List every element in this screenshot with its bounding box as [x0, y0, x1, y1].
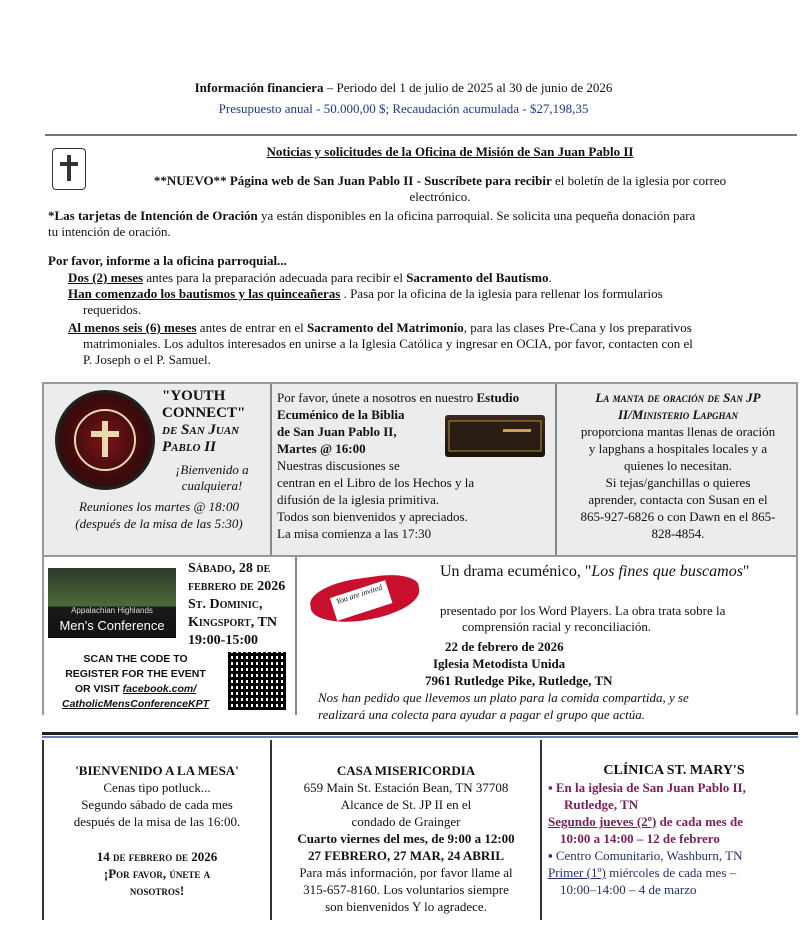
mesa-d1: 14 de febrero de 2026 [96, 849, 218, 864]
mens-scan [48, 652, 223, 712]
bible-l7: difusión de la iglesia primitiva. [277, 492, 440, 507]
news-web-rest: el boletín de la iglesia por correo [551, 173, 727, 188]
baptism-underline: Dos (2) meses [68, 270, 144, 285]
divider [270, 384, 272, 555]
marriage-rest: , para las clases Pre-Cana y los preparativos [463, 320, 692, 335]
mens-scan-2: REGISTER FOR THE EVENT [65, 668, 206, 680]
drama-title-a: Un drama ecuménico, " [440, 563, 592, 580]
youth-title [162, 388, 245, 456]
mesa-section [46, 762, 268, 899]
divider [45, 134, 797, 136]
bible-l6: centran en el Libro de los Hechos y la [277, 475, 475, 490]
divider [555, 384, 557, 555]
mens-scan-4[interactable]: CatholicMensConferenceKPT [61, 698, 210, 710]
news-baptism [68, 270, 798, 368]
drama-note-1: Nos han pedido que llevemos un plato para la comida compartida, y se [318, 690, 689, 705]
clinic-s2rest: miércoles de cada mes – [605, 865, 737, 880]
drama-event [425, 638, 613, 689]
drama-note-2: realizará una colecta para ayudar a pagar el grupo que actúa. [318, 707, 646, 722]
mens-d1: Sábado, 28 de [188, 561, 271, 576]
blanket-title-2: II/Ministerio Lapghan [618, 407, 738, 422]
divider [270, 740, 272, 920]
bible-l2: Ecuménico de la Biblia [277, 407, 405, 422]
clinic-s2u: Primer (1º) [548, 865, 606, 880]
blanket-l6: 865-927-6826 o con Dawn en el 865- [580, 509, 776, 524]
quince-rest2: requeridos. [83, 302, 142, 317]
blanket-l4: Si tejas/ganchillas o quieres [605, 475, 751, 490]
casa-l8: son bienvenidos Y lo agradece. [325, 899, 487, 914]
mesa-l2: Segundo sábado de cada mes [81, 797, 233, 812]
mesa-title: 'BIENVENIDO A LA MESA' [75, 763, 239, 778]
casa-section [274, 762, 538, 915]
clinic-b2: Centro Comunitario, Washburn, TN [555, 848, 743, 863]
youth-meet-1: Reuniones los martes @ 18:00 [79, 499, 239, 514]
baptism-bold: Sacramento del Bautismo [406, 270, 549, 285]
mens-d2: febrero de 2026 [188, 579, 286, 594]
mens-d5: 19:00-15:00 [188, 633, 258, 648]
drama-date: 22 de febrero de 2026 [445, 639, 564, 654]
marriage-bold: Sacramento del Matrimonio [307, 320, 464, 335]
mens-d4: Kingsport, TN [188, 615, 277, 630]
divider [540, 740, 542, 920]
divider [42, 732, 798, 738]
divider [42, 740, 44, 920]
ribbon-text: You are invited [330, 580, 393, 621]
casa-l3: condado de Grainger [351, 814, 461, 829]
news-web-bold: **NUEVO** Página web de San Juan Pablo II - Suscríbete para recibir [153, 173, 552, 188]
mens-details [188, 560, 285, 650]
news-title: Noticias y solicitudes de la Oficina de Misión de San Juan Pablo II [266, 144, 634, 159]
drama-desc [440, 603, 790, 635]
clinic-b1a: En la iglesia de San Juan Pablo II, [555, 780, 746, 795]
youth-welcome-1: ¡Bienvenido a [175, 462, 249, 477]
mens-scan-1: SCAN THE CODE TO [83, 653, 188, 665]
news-prayer-rest2: tu intención de oración. [48, 224, 171, 239]
marriage-underline: Al menos seis (6) meses [68, 320, 197, 335]
mens-logo-big: Men's Conference [59, 618, 165, 633]
drama-l2: comprensión racial y reconciliación. [462, 619, 652, 634]
quince-underline: Han comenzado los bautismos y las quinceañeras [68, 286, 341, 301]
bible-l1b: Estudio [476, 390, 520, 405]
drama-title-b: Los fines que [591, 563, 676, 580]
bible-l9: La misa comienza a las 17:30 [277, 526, 432, 541]
youth-title-4: Pablo II [162, 439, 216, 455]
finance-section [0, 80, 807, 117]
youth-title-3: de San Juan [162, 422, 240, 438]
bible-study [277, 389, 553, 542]
marriage-rest2: matrimoniales. Los adultos interesados en unirse a la Iglesia Católica y ingresar en OCIA, por favor, contacten con el [83, 336, 693, 351]
clinic-s1u: Segundo jueves (2º) [548, 814, 657, 829]
clinic-s2b: 10:00–14:00 – 4 de marzo [560, 882, 697, 897]
mens-scan-3a: OR VISIT [74, 683, 123, 695]
mens-d3: St. Dominic, [188, 597, 263, 612]
bible-l4: Martes @ 16:00 [277, 441, 366, 456]
blanket-l1: proporciona mantas llenas de oración [580, 424, 776, 439]
drama-note [318, 689, 788, 723]
marriage-rest3: P. Joseph o el P. Samuel. [83, 352, 211, 367]
drama-address: 7961 Rutledge Pike, Rutledge, TN [425, 673, 613, 688]
finance-heading: Información financiera [194, 80, 324, 95]
quince-rest: . Pasa por la oficina de la iglesia para rellenar los formularios [340, 286, 663, 301]
casa-l6: Para más información, por favor llame al [299, 865, 513, 880]
drama-church: Iglesia Metodista Unida [433, 656, 566, 671]
casa-l7: 315-657-8160. Los voluntarios siempre [303, 882, 509, 897]
mesa-l1: Cenas tipo potluck... [103, 780, 211, 795]
casa-l5: 27 FEBRERO, 27 MAR, 24 ABRIL [307, 848, 505, 863]
news-web-rest2: electrónico. [409, 189, 471, 204]
mesa-d2: ¡Por favor, únete a [103, 866, 211, 881]
church-seal-icon [52, 148, 86, 190]
blanket-l3: quienes lo necesitan. [624, 458, 732, 473]
news-prayer-bold: *Las tarjetas de Intención de Oración [48, 208, 258, 223]
qr-code-icon[interactable] [228, 652, 286, 710]
youth-welcome [162, 462, 262, 494]
marriage-mid: antes de entrar en el [196, 320, 307, 335]
drama-title-c: buscamos [679, 563, 743, 580]
bible-l1a: Por favor, únete a nosotros en nuestro [277, 390, 477, 405]
casa-l1: 659 Main St. Estación Bean, TN 37708 [303, 780, 509, 795]
drama-title-d: " [742, 563, 750, 580]
casa-title: CASA MISERICORDIA [336, 763, 476, 778]
mens-logo-small: Appalachian Highlands [71, 606, 153, 615]
divider [295, 557, 297, 715]
youth-meet-2: (después de la misa de las 5:30) [75, 516, 243, 531]
baptism-mid: antes para la preparación adecuada para recibir el [143, 270, 407, 285]
mens-scan-3b[interactable]: facebook.com/ [122, 683, 197, 695]
news-inform: Por favor, informe a la oficina parroquial... [48, 253, 287, 268]
blanket-ministry [560, 389, 796, 542]
news-prayer-rest: ya están disponibles en la oficina parroquial. Se solicita una pequeña donación para [257, 208, 696, 223]
finance-period: – Periodo del 1 de julio de 2025 al 30 de junio de 2026 [323, 80, 613, 95]
clinic-title: CLÍNICA ST. MARY'S [603, 763, 745, 778]
youth-title-1: "YOUTH [162, 388, 226, 404]
youth-welcome-2: cualquiera! [181, 478, 243, 493]
baptism-end: . [548, 270, 552, 285]
clinic-section: CLÍNICA ST. MARY'S ▪ En la iglesia de San Juan Pablo II, Rutledge, TN Segundo jueves (2º) de cada mes de 10:00 a 14:00 – 12 de febrero ▪ Centro Comunitario, Washburn, TN Primer (1º) miércoles de cada mes – 10:00–14:00 – 4 de marzo [548, 762, 800, 898]
clinic-b1b: Rutledge, TN [564, 797, 639, 812]
blanket-l7: 828-4854. [651, 526, 705, 541]
blanket-l2: y lapghans a hospitales locales y a [588, 441, 768, 456]
casa-l2: Alcance de St. JP II en el [340, 797, 472, 812]
bible-l8: Todos son bienvenidos y apreciados. [277, 509, 468, 524]
mesa-d3: nosotros! [129, 883, 185, 898]
clinic-s1b: 10:00 a 14:00 – 12 de febrero [560, 831, 720, 846]
clinic-s1rest: de cada mes de [656, 814, 743, 829]
news-web [95, 173, 785, 205]
casa-l4: Cuarto viernes del mes, de 9:00 a 12:00 [297, 831, 515, 846]
blanket-l5: aprender, contacta con Susan en el [588, 492, 768, 507]
bible-l3: de San Juan Pablo II, [277, 424, 397, 439]
youth-title-2: CONNECT" [162, 405, 246, 421]
news-prayer [48, 208, 798, 240]
youth-meet [50, 498, 268, 532]
mens-conference-logo [48, 568, 176, 638]
youth-connect-logo [55, 390, 155, 490]
drama-l1: presentado por los Word Players. La obra trata sobre la [440, 603, 726, 618]
mesa-l3: después de la misa de las 16:00. [73, 814, 241, 829]
bible-book-icon [445, 415, 545, 457]
blanket-title-1: La manta de oración de San JP [595, 390, 761, 405]
drama-title [440, 562, 785, 582]
bible-l5: Nuestras discusiones se [277, 458, 400, 473]
finance-budget: Presupuesto anual - 50.000,00 $; Recaudación acumulada - $27,198,35 [218, 101, 589, 116]
